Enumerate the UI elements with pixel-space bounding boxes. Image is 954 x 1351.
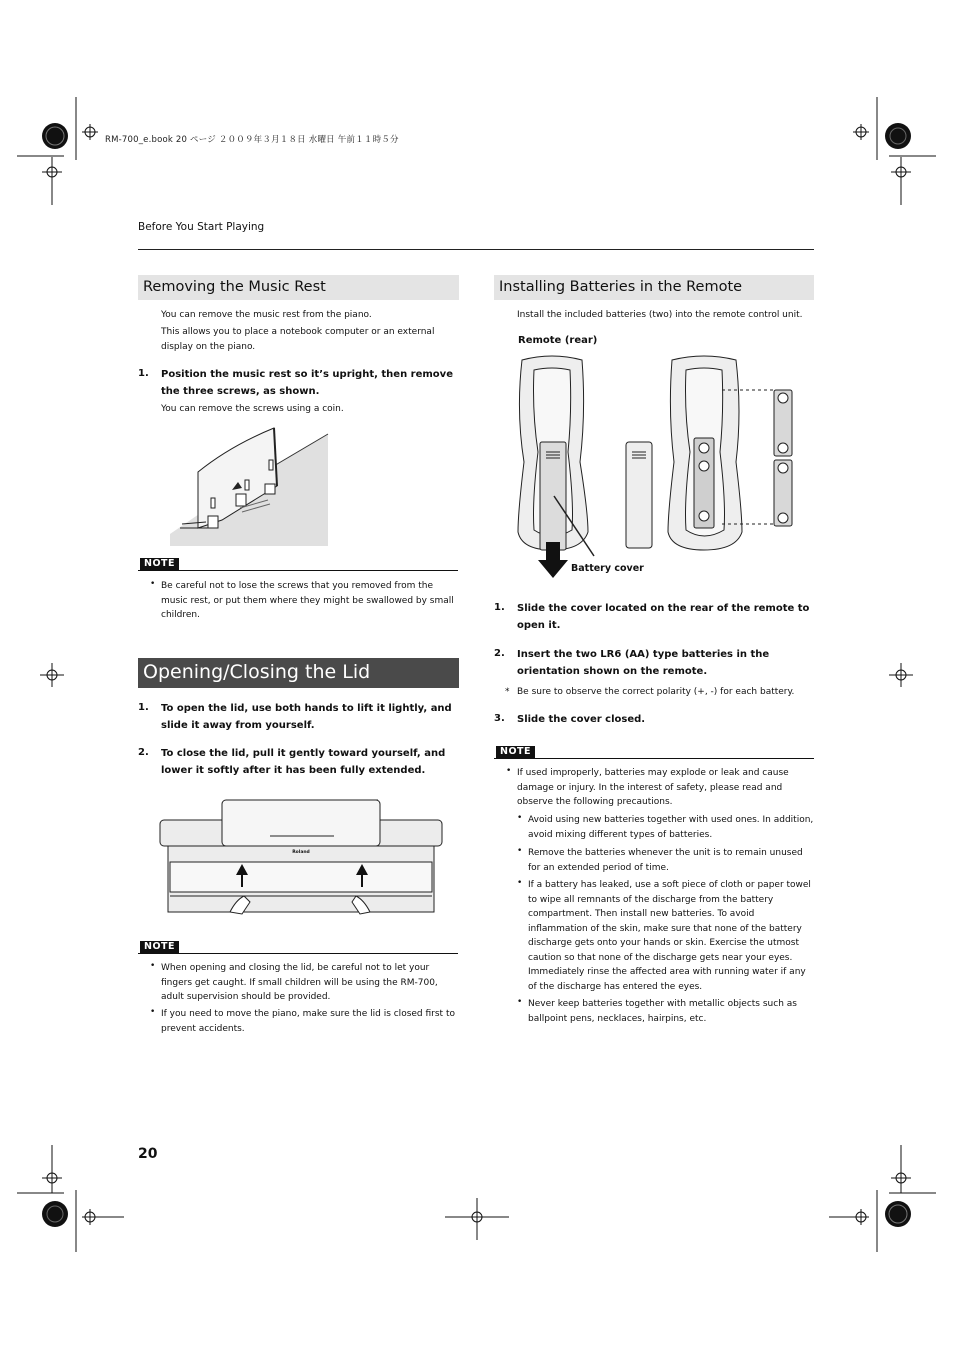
batteries-title: Installing Batteries in the Remote: [494, 275, 814, 300]
batteries-step-3-number: 3.: [494, 713, 505, 724]
bullet-dot: •: [150, 961, 156, 971]
lid-step-2-number: 2.: [138, 747, 149, 758]
piano-logo: Roland: [292, 850, 310, 855]
polarity-asterisk: *: [505, 687, 510, 697]
piano-lid-illustration: [158, 792, 446, 916]
batteries-note-sub-3: If a battery has leaked, use a soft piece of cloth or paper towel to wipe all remnants of the discharge from the battery compartment. Then install new batteries. To avoid inflammation of the skin, make sure that none of the battery discharge gets onto your hands or skin. Exercise the utmost caution so that none of the discharge gets near your eyes. Immediately rinse the affected area with running water if any of the discharge has entered the eyes.: [528, 880, 811, 992]
battery-cover-label: Battery cover: [571, 563, 644, 574]
page-number: 20: [138, 1146, 158, 1162]
bullet-dot: •: [150, 1007, 156, 1017]
lid-title: Opening/Closing the Lid: [138, 658, 459, 688]
music-rest-intro-2: This allows you to place a notebook computer or an external display on the piano.: [161, 327, 435, 352]
music-rest-step-1-sub: You can remove the screws using a coin.: [161, 404, 344, 414]
file-info-line: RM-700_e.book 20 ページ ２００９年３月１８日 水曜日 午前１１時５分: [105, 135, 399, 145]
batteries-note-sub-4: Never keep batteries together with metallic objects such as ballpoint pens, necklaces, hairpins, etc.: [528, 999, 797, 1024]
batteries-step-2-number: 2.: [494, 648, 505, 659]
music-rest-title: Removing the Music Rest: [138, 275, 459, 300]
batteries-intro: Install the included batteries (two) into the remote control unit.: [517, 310, 803, 320]
batteries-step-2: Insert the two LR6 (AA) type batteries in the orientation shown on the remote.: [517, 649, 770, 677]
batteries-note-rule: [494, 758, 814, 759]
music-rest-note-1: Be careful not to lose the screws that you removed from the music rest, or put them where they might be swallowed by small children.: [161, 581, 454, 620]
batteries-step-1: Slide the cover located on the rear of the remote to open it.: [517, 603, 810, 631]
batteries-note-badge: NOTE: [496, 746, 535, 758]
music-rest-intro-1: You can remove the music rest from the piano.: [161, 310, 372, 320]
running-header: Before You Start Playing: [138, 221, 265, 233]
batteries-note-main: If used improperly, batteries may explode or leak and cause damage or injury. In the interest of safety, please read and observe the following precautions.: [517, 768, 789, 807]
lid-note-2: If you need to move the piano, make sure the lid is closed first to prevent accidents.: [161, 1009, 455, 1034]
remote-rear-label: Remote (rear): [518, 335, 598, 346]
music-rest-step-1-number: 1.: [138, 368, 149, 379]
lid-step-2: To close the lid, pull it gently toward yourself, and lower it softly after it has been fully extended.: [161, 748, 446, 776]
batteries-note-sub-2: Remove the batteries whenever the unit is to remain unused for an extended period of time.: [528, 848, 803, 873]
music-rest-note-badge: NOTE: [140, 558, 179, 570]
remote-battery-illustration: [512, 352, 802, 582]
header-rule: [138, 249, 814, 250]
music-rest-note-rule: [138, 570, 458, 571]
bullet-dot: •: [517, 813, 523, 823]
batteries-step-1-number: 1.: [494, 602, 505, 613]
polarity-note: Be sure to observe the correct polarity (+, -) for each battery.: [517, 687, 795, 697]
lid-step-1: To open the lid, use both hands to lift it lightly, and slide it away from yourself.: [161, 703, 452, 731]
bullet-dot: •: [517, 878, 523, 888]
bullet-dot: •: [150, 579, 156, 589]
bullet-dot: •: [517, 846, 523, 856]
bullet-dot: •: [506, 766, 512, 776]
batteries-step-3: Slide the cover closed.: [517, 714, 646, 725]
lid-note-rule: [138, 953, 458, 954]
bullet-dot: •: [517, 997, 523, 1007]
lid-note-1: When opening and closing the lid, be careful not to let your fingers get caught. If small children will be using the RM-700, adult supervision should be provided.: [161, 963, 438, 1002]
music-rest-illustration: [170, 424, 332, 550]
lid-note-badge: NOTE: [140, 941, 179, 953]
batteries-note-sub-1: Avoid using new batteries together with used ones. In addition, avoid mixing different types of batteries.: [528, 815, 814, 840]
music-rest-step-1: Position the music rest so it’s upright, then remove the three screws, as shown.: [161, 369, 453, 397]
lid-step-1-number: 1.: [138, 702, 149, 713]
